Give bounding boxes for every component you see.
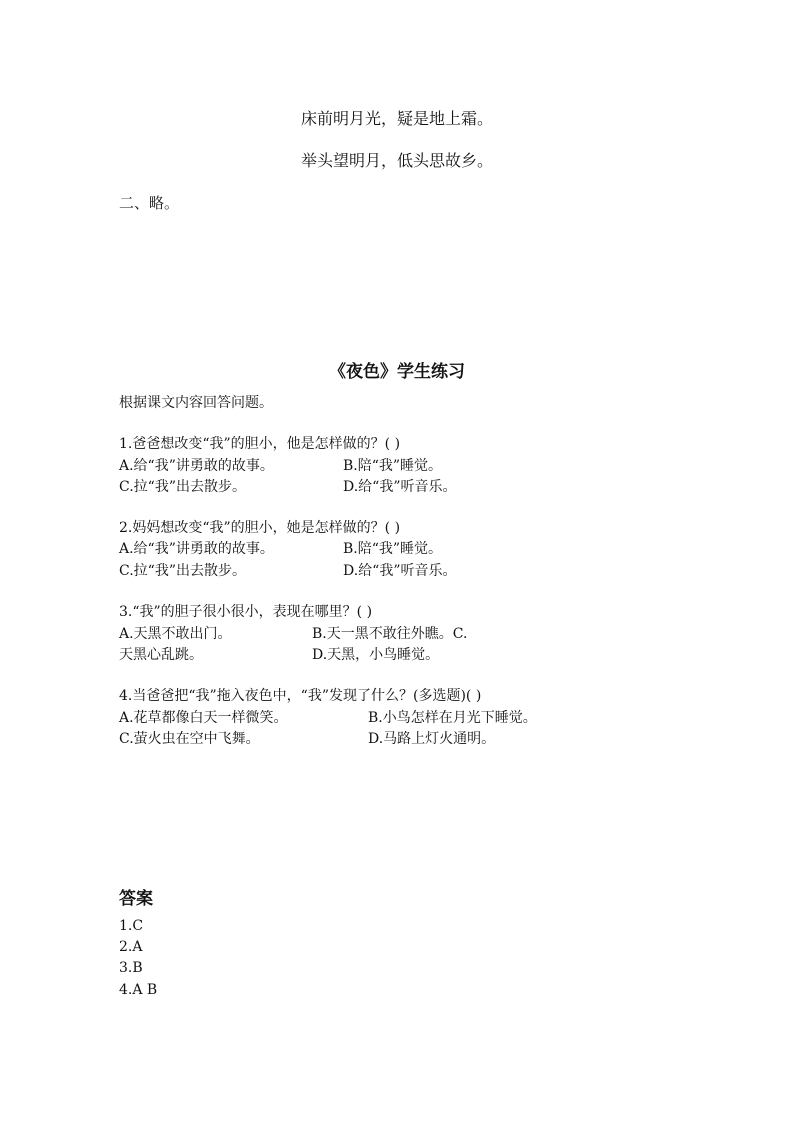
poem-line-2: 举头望明月，低头思故乡。	[300, 151, 493, 170]
option-b: B.天一黑不敢往外瞧。C.	[312, 626, 468, 642]
option-d: D.给“我”听音乐。	[343, 479, 457, 495]
exercise-title: 《夜色》学生练习	[329, 362, 465, 382]
option-b: B.陪“我”睡觉。	[343, 458, 443, 474]
question-stem: 4.当爸爸把“我”拖入夜色中，“我”发现了什么？(多选题)( )	[119, 688, 482, 704]
poem-line-1: 床前明月光，疑是地上霜。	[300, 109, 493, 128]
answer-item: 4.A B	[119, 982, 158, 998]
option-c: 天黑心乱跳。	[119, 647, 203, 663]
answer-item: 1.C	[119, 918, 144, 934]
answers-title: 答案	[119, 889, 153, 909]
option-b: B.陪“我”睡觉。	[343, 541, 443, 557]
option-a: A.天黑不敢出门。	[119, 626, 232, 642]
option-d: D.天黑，小鸟睡觉。	[312, 647, 440, 663]
answer-item: 2.A	[119, 939, 143, 955]
option-c: C.萤火虫在空中飞舞。	[119, 731, 260, 747]
section-2-heading: 二、略。	[119, 194, 180, 212]
exercise-instruction: 根据课文内容回答问题。	[119, 395, 273, 411]
question-stem: 3.“我”的胆子很小很小，表现在哪里？( )	[119, 604, 373, 620]
option-d: D.给“我”听音乐。	[343, 563, 457, 579]
option-a: A.花草都像白天一样微笑。	[119, 710, 288, 726]
option-b: B.小鸟怎样在月光下睡觉。	[368, 710, 537, 726]
option-c: C.拉“我”出去散步。	[119, 563, 246, 579]
option-a: A.给“我”讲勇敢的故事。	[119, 458, 274, 474]
option-c: C.拉“我”出去散步。	[119, 479, 246, 495]
question-stem: 2.妈妈想改变“我”的胆小，她是怎样做的？( )	[119, 520, 401, 536]
question-stem: 1.爸爸想改变“我”的胆小，他是怎样做的？( )	[119, 436, 401, 452]
option-d: D.马路上灯火通明。	[368, 731, 496, 747]
answer-item: 3.B	[119, 960, 143, 976]
option-a: A.给“我”讲勇敢的故事。	[119, 541, 274, 557]
